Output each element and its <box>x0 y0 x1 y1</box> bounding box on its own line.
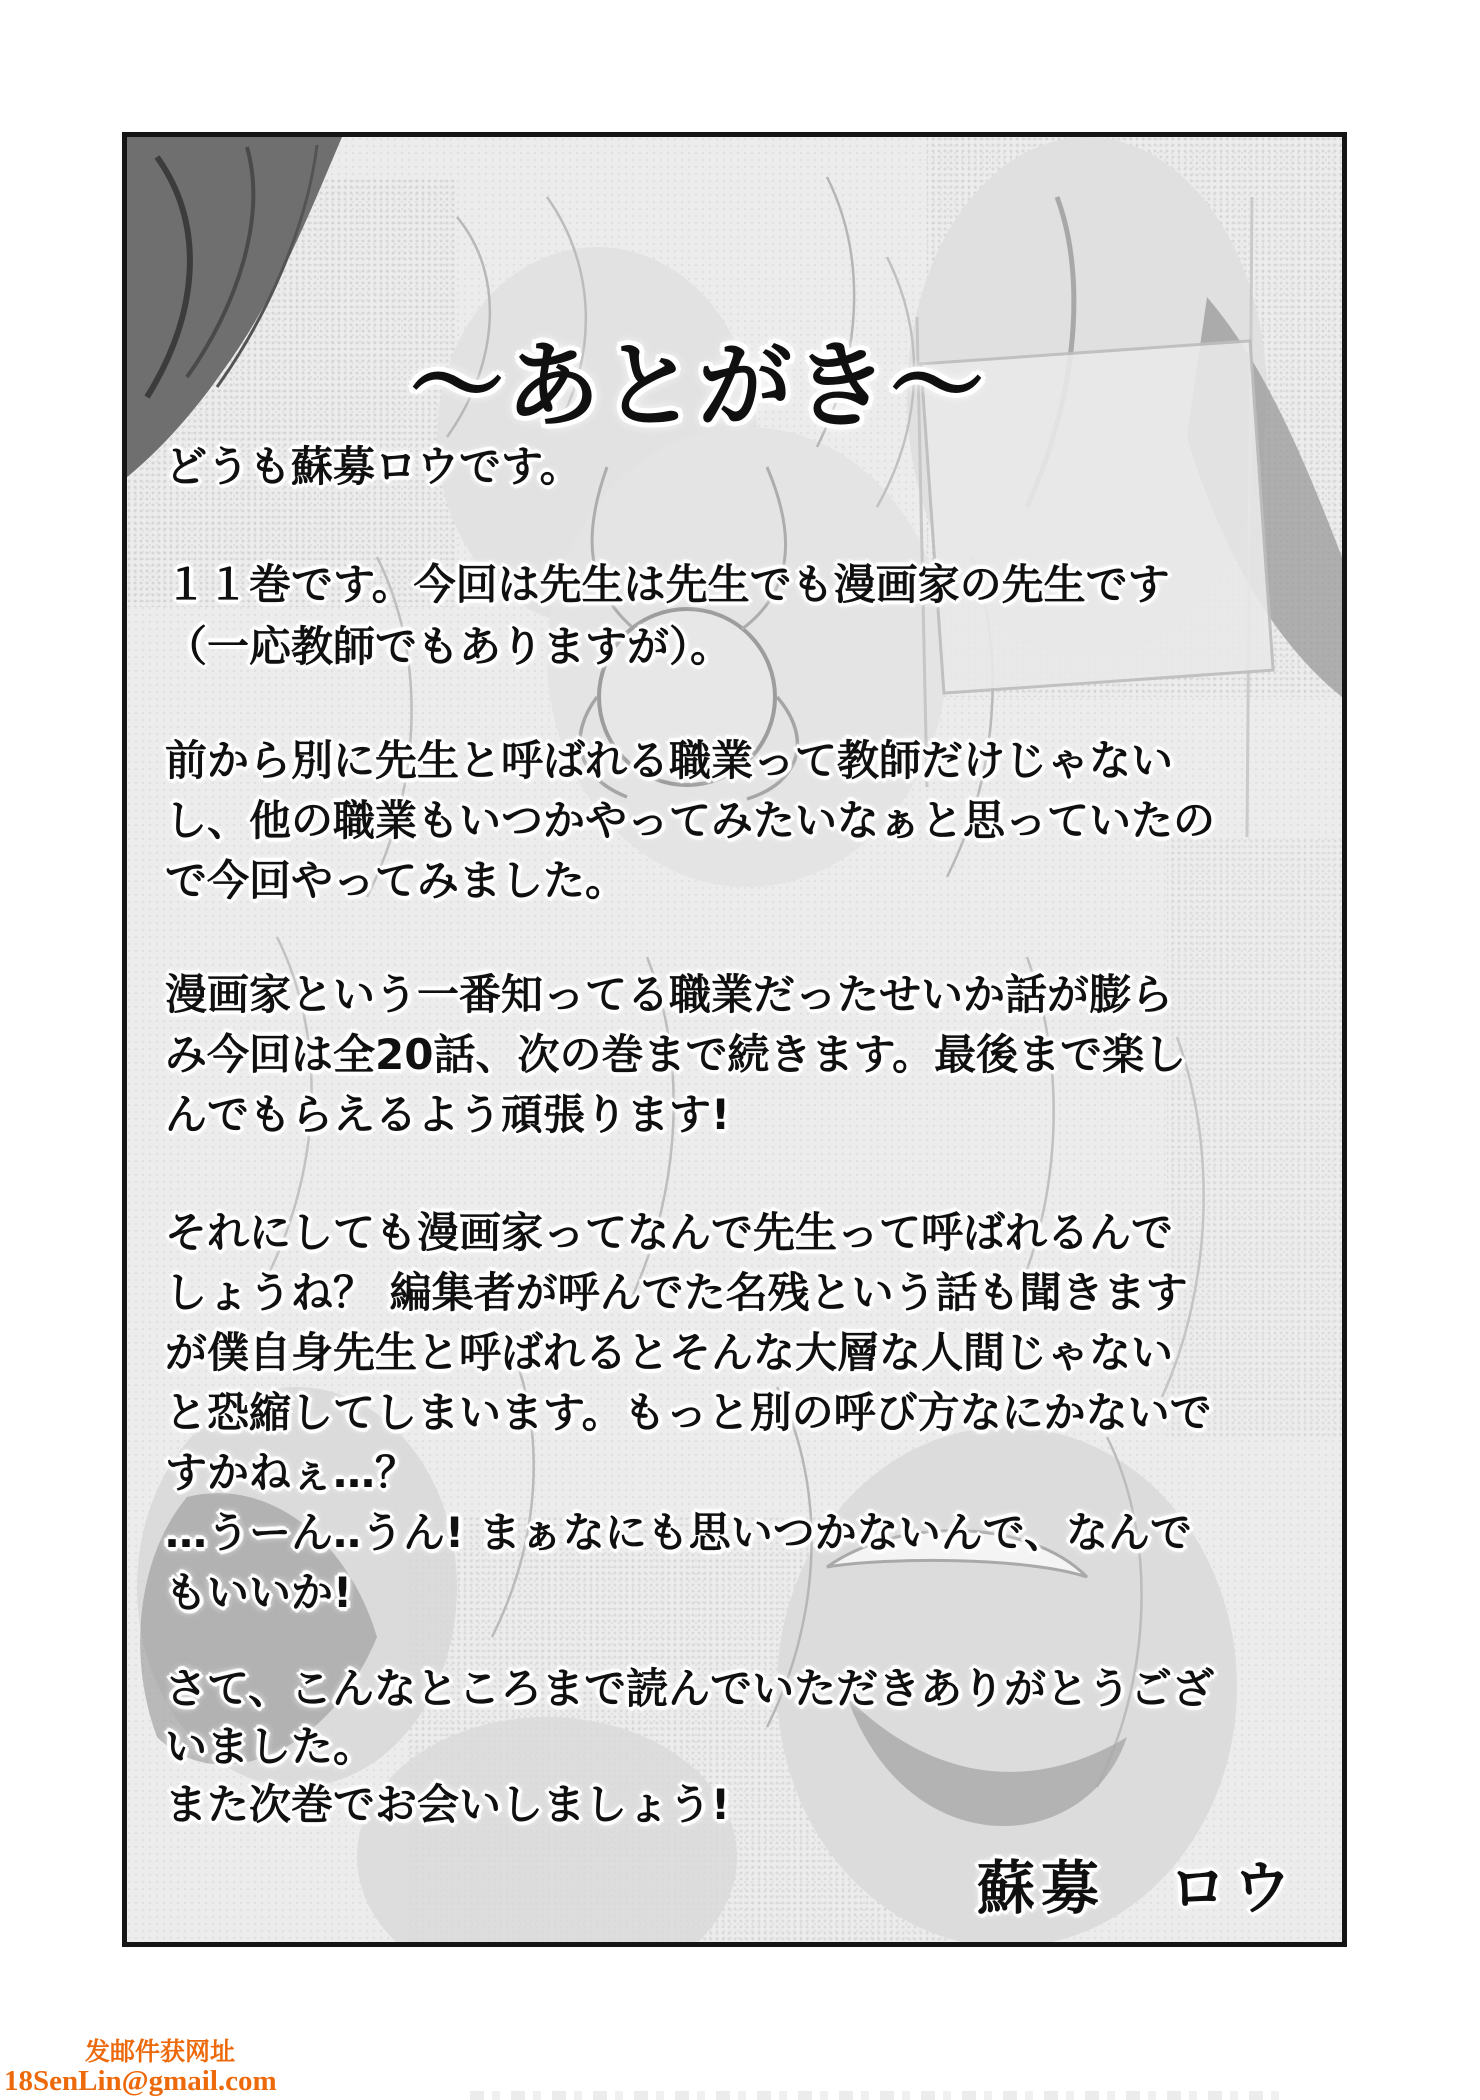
afterword-line: １１巻です。今回は先生は先生でも漫画家の先生です <box>165 560 1170 609</box>
author-signature: 蘇募 ロウ <box>977 1854 1298 1922</box>
afterword-line: で今回やってみました。 <box>165 856 628 905</box>
afterword-line: み今回は全20話、次の巻まで続きます。最後まで楽し <box>165 1030 1187 1079</box>
watermark-text-cn: 发邮件获网址 <box>84 2039 235 2066</box>
afterword-line: …うーん‥うん! まぁなにも思いつかないんで、なんで <box>165 1508 1192 1557</box>
afterword-line: が僕自身先生と呼ばれるとそんな大層な人間じゃない <box>165 1328 1174 1377</box>
watermark <box>0 2039 277 2098</box>
afterword-line: また次巻でお会いしましょう! <box>165 1780 731 1829</box>
afterword-line: （一応教師でもありますが）。 <box>165 622 733 671</box>
afterword-line: それにしても漫画家ってなんで先生って呼ばれるんで <box>165 1208 1174 1257</box>
watermark-email: 18SenLin@gmail.com <box>4 2065 277 2098</box>
afterword-line: と恐縮してしまいます。もっと別の呼び方なにかないで <box>165 1388 1212 1437</box>
afterword-line: し、他の職業もいつかやってみたいなぁと思っていたの <box>165 796 1216 845</box>
afterword-panel <box>122 132 1347 1947</box>
afterword-line: 漫画家という一番知ってる職業だったせいか話が膨ら <box>165 970 1174 1019</box>
afterword-line: どうも蘇募ロウです。 <box>165 442 582 491</box>
afterword-line: すかねぇ…？ <box>165 1448 418 1497</box>
afterword-line: もいいか! <box>165 1568 353 1617</box>
cropped-caption-remnant <box>470 2091 1280 2100</box>
afterword-line: さて、こんなところまで読んでいただきありがとうござ <box>165 1664 1215 1713</box>
page-title: ～あとがき～ <box>410 332 987 441</box>
afterword-line: しょうね？ 編集者が呼んでた名残という話も聞きます <box>165 1268 1188 1317</box>
afterword-line: 前から別に先生と呼ばれる職業って教師だけじゃない <box>165 736 1174 785</box>
afterword-line: んでもらえるよう頑張ります! <box>165 1090 731 1139</box>
afterword-line: いました。 <box>165 1722 376 1771</box>
